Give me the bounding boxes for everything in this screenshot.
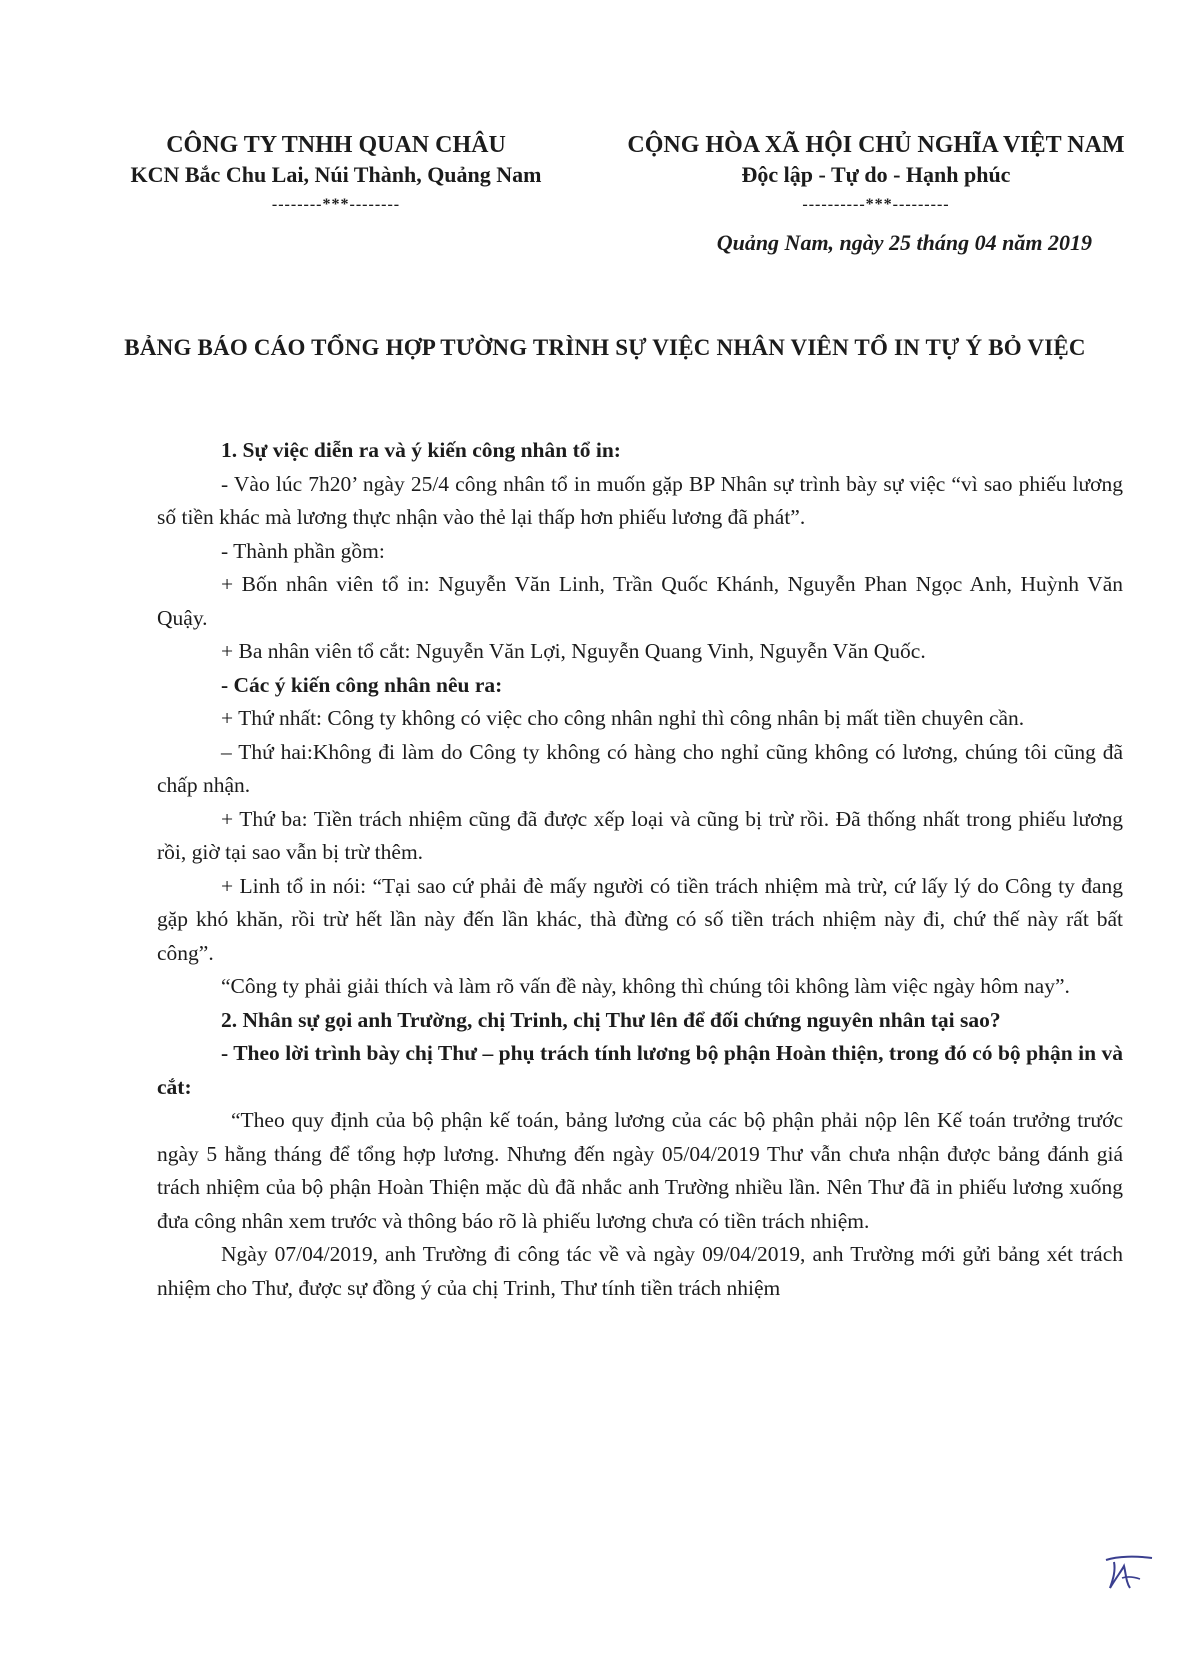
subheading-opinions: - Các ý kiến công nhân nêu ra: [221, 672, 503, 697]
paragraph: - Thành phần gồm: [221, 538, 385, 563]
initials-signature [1096, 1548, 1160, 1592]
paragraph: - Vào lúc 7h20’ ngày 25/4 công nhân tổ in muốn gặp BP Nhân sự trình bày sự việc “vì sao phiếu lương số tiền khác mà lương thực nhận vào thẻ lại thấp hơn phiếu lương đã phát”. [157, 471, 1123, 529]
paragraph: “Theo quy định của bộ phận kế toán, bảng lương của các bộ phận phải nộp lên Kế toán trưởng trước ngày 5 hằng tháng để tổng hợp lương. Nhưng đến ngày 05/04/2019 Thư vẫn chưa nhận được bảng đánh giá trách nhiệm của bộ phận Hoàn Thiện mặc dù đã nhắc anh Trường nhiều lần. Nên Thư đã in phiếu lương xuống đưa công nhân xem trước và thông báo rõ là phiếu lương chưa có tiền trách nhiệm. [157, 1108, 1123, 1233]
document-title: BẢNG BÁO CÁO TỔNG HỢP TƯỜNG TRÌNH SỰ VIỆC NHÂN VIÊN TỔ IN TỰ Ý BỎ VIỆC [124, 335, 1086, 360]
subheading-statement: - Theo lời trình bày chị Thư – phụ trách tính lương bộ phận Hoàn thiện, trong đó có bộ phận in và cắt: [157, 1041, 1123, 1099]
document-date: Quảng Nam, ngày 25 tháng 04 năm 2019 [716, 230, 1092, 255]
paragraph: Ngày 07/04/2019, anh Trường đi công tác về và ngày 09/04/2019, anh Trường mới gửi bảng xét trách nhiệm cho Thư, được sự đồng ý của chị Trinh, Thư tính tiền trách nhiệm [157, 1242, 1123, 1300]
national-motto: Độc lập - Tự do - Hạnh phúc [741, 162, 1011, 187]
paragraph: – Thứ hai:Không đi làm do Công ty không có hàng cho nghỉ cũng không có lương, chúng tôi cũng đã chấp nhận. [157, 739, 1123, 797]
nation-name: CỘNG HÒA XÃ HỘI CHỦ NGHĨA VIỆT NAM [627, 132, 1125, 158]
section-heading-2: 2. Nhân sự gọi anh Trường, chị Trinh, chị Thư lên để đối chứng nguyên nhân tại sao? [221, 1007, 1001, 1032]
paragraph: + Bốn nhân viên tổ in: Nguyễn Văn Linh, Trần Quốc Khánh, Nguyễn Phan Ngọc Anh, Huỳnh Văn Quậy. [157, 572, 1123, 630]
paragraph: “Công ty phải giải thích và làm rõ vấn đề này, không thì chúng tôi không làm việc ngày hôm nay”. [221, 974, 1070, 998]
document-body [157, 434, 1123, 1305]
paragraph: + Linh tổ in nói: “Tại sao cứ phải đè mấy người có tiền trách nhiệm mà trừ, cứ lấy lý do Công ty đang gặp khó khăn, rồi trừ hết lần này đến lần khác, thà đừng có số tiền trách nhiệm này đi, chứ thế này rất bất công”. [157, 873, 1123, 965]
paragraph: + Thứ nhất: Công ty không có việc cho công nhân nghỉ thì công nhân bị mất tiền chuyên cần. [221, 706, 1025, 730]
paragraph: + Ba nhân viên tổ cắt: Nguyễn Văn Lợi, Nguyễn Quang Vinh, Nguyễn Văn Quốc. [221, 639, 926, 663]
company-name: CÔNG TY TNHH QUAN CHÂU [166, 132, 506, 158]
paragraph: + Thứ ba: Tiền trách nhiệm cũng đã được xếp loại và cũng bị trừ rồi. Đã thống nhất trong phiếu lương rồi, giờ tại sao vẫn bị trừ thêm. [157, 806, 1123, 864]
company-header [86, 130, 586, 214]
national-header [596, 130, 1156, 214]
section-heading-1: 1. Sự việc diễn ra và ý kiến công nhân tổ in: [221, 438, 621, 462]
national-divider: ----------***--------- [802, 196, 950, 213]
company-divider: --------***-------- [271, 196, 401, 213]
company-address: KCN Bắc Chu Lai, Núi Thành, Quảng Nam [130, 162, 542, 187]
